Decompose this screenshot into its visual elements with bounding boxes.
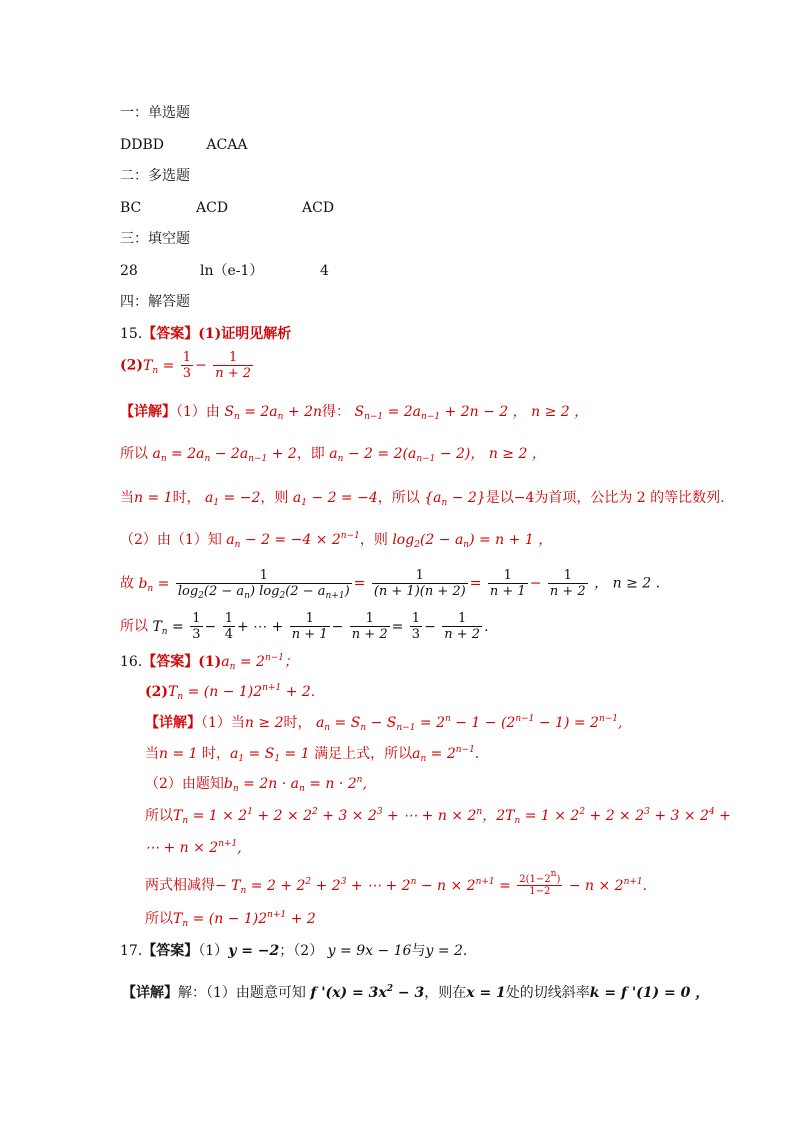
text: 解：（1）由题意可知 (178, 985, 306, 1001)
answer-group: 28 (120, 263, 138, 279)
q16-answer-line (120, 653, 298, 671)
text: 故 (120, 575, 134, 592)
formula: $a_n - 2 = -4 \times 2^{n-1}$ (226, 531, 360, 550)
formula: $a_1 = -2$ (205, 490, 261, 508)
q16-detail-line-2 (145, 745, 479, 763)
formula: n = 1 (134, 490, 173, 506)
formula: $S_n = 2a_n + 2n$ (224, 404, 323, 422)
section-title-solutions: 四：解答题 (120, 294, 190, 310)
q16-detail-line-1 (145, 714, 622, 732)
fraction: $\frac{1}{n + 1}$ (489, 568, 526, 599)
fraction: $\frac{1}{n + 2}$ (549, 568, 586, 599)
q15-detail-line-6 (120, 611, 489, 642)
q15-detail-line-4 (120, 531, 552, 549)
text: 时， (172, 490, 201, 506)
text: （2）由（1）知 (120, 532, 222, 548)
section-title-fill-blank: 三：填空题 (120, 231, 190, 247)
q16-detail-line-7 (145, 910, 316, 928)
formula: ⋯ + $n \times 2^{n+1}$, (145, 839, 242, 856)
text: 所以 (145, 911, 173, 927)
formula: $a_n = 2a_n - 2a_{n-1} + 2$ (152, 446, 297, 464)
formula: $b_n = 2n \cdot a_n = n \cdot 2^n$, (223, 775, 367, 794)
question-number: 16. (120, 654, 143, 670)
formula: $T_n = (n - 1)2^{n+1} + 2$. (168, 683, 316, 702)
answer-group: DDBD (120, 137, 164, 153)
formula: $\{a_n - 2\}$ (424, 490, 486, 508)
section-title-multi-choice: 二：多选题 (120, 168, 190, 184)
answer-tag: 【答案】 (142, 326, 199, 342)
formula: y = 2. (425, 943, 468, 959)
text: ，则 (260, 490, 289, 506)
answer-group: ACD (196, 200, 229, 216)
answer-tag: 【答案】 (142, 654, 199, 670)
formula: $S_{n-1} = 2a_{n-1} + 2n - 2$ ， n ≥ 2 ， (354, 404, 589, 422)
text: （1） (198, 943, 229, 959)
formula: ， n ≥ 2 . (594, 575, 661, 592)
detail-tag: 【详解】 (120, 404, 176, 420)
formula: $a_n - 2 = 2(a_{n-1} - 2)$， n ≥ 2 ， (329, 446, 546, 464)
formula: $T_n$ = (143, 357, 179, 376)
question-number: 17. (120, 943, 143, 959)
fraction: $\frac{1}{\log_2(2 - a_n) \log_2(2 - a_{n+1})}$ (177, 568, 350, 601)
formula: n = 1 (159, 746, 198, 762)
text: ，则 (359, 532, 388, 548)
q17-answer-line (120, 942, 467, 960)
detail-tag: 【详解】 (122, 985, 178, 1001)
q15-answer-line (120, 325, 291, 343)
q16-detail-line-5 (145, 839, 242, 857)
answer-group: ACD (302, 200, 335, 216)
q15-part2-answer: $(2)T_n$ = $\frac{1}{3}$ − $\frac{1}{n + 2}$ (120, 350, 252, 381)
answer-group: BC (120, 200, 142, 216)
formula: $a_1 = S_1 = 1$ (230, 746, 310, 764)
text: ；（2） (279, 943, 324, 959)
text: ，则在 (424, 985, 467, 1001)
answer-group: 4 (320, 263, 329, 279)
part-label: (2) (120, 357, 143, 374)
answer-group: ACAA (206, 137, 248, 153)
q16-part2-answer (145, 683, 315, 701)
text: 所以 (120, 618, 148, 635)
answer-tag: 【答案】 (142, 943, 199, 959)
text: ，即 (296, 446, 325, 462)
text: 当 (145, 746, 159, 762)
fraction: $\frac{1}{(n + 1)(n + 2)}$ (373, 568, 466, 599)
formula: y = 9x − 16 (327, 943, 412, 959)
q15-part1-answer: (1)证明见解析 (198, 326, 292, 342)
answer-group: ln（e-1） (200, 263, 264, 279)
fill-blank-answers (120, 262, 329, 280)
formula: $T_n = 1 \times 2^1 + 2 \times 2^2 + 3 \times 2^3$ + ⋯ + $n \times 2^n$，$2T_n = 1 \times 2^2 + 2 \times 2^3 + 3 \times 2^4$ + (173, 807, 731, 826)
text: ，所以 (377, 490, 420, 506)
multi-choice-answers (120, 199, 335, 217)
formula: $T_n = (n - 1)2^{n+1} + 2$ (173, 910, 316, 929)
formula: x = 1 (466, 985, 506, 1001)
text: 得： (322, 404, 351, 420)
text: 当 (120, 490, 134, 506)
text: 为首项，公比为 2 的等比数列. (534, 490, 725, 506)
question-number: 15. (120, 326, 143, 342)
formula: $a_n = 2^{n-1}$. (412, 745, 480, 764)
formula: n ≥ 2 (244, 715, 284, 731)
text: （2）由题知 (145, 776, 224, 792)
q15-detail-line-5: 故 $b_n$ = $\frac{1}{\log_2(2 - a_n) \log_2(2 - a_{n+1})}$ = $\frac{1}{(n + 1)(n + 2)}$ = $\frac{1}{n + 1}$ − $\frac{1}{n + 2}$ ， n ≥ 2 . (120, 568, 661, 601)
text: 时， (283, 715, 312, 731)
q15-detail-line-3 (120, 489, 725, 507)
part-label: (1) (198, 654, 222, 670)
section-title-single-choice: 一：单选题 (120, 105, 190, 121)
text: 所以 (120, 446, 148, 462)
q16-detail-line-6 (145, 869, 648, 897)
formula: $a_n = 2^{n-1}$； (221, 653, 299, 672)
q16-detail-line-4 (145, 807, 731, 825)
fraction: $\frac{1}{n + 2}$ (215, 350, 252, 381)
text: 时， (197, 746, 231, 762)
single-choice-answers (120, 136, 247, 154)
formula: $b_n$ = (138, 575, 174, 594)
fraction: $\frac{1}{3}$ (182, 350, 192, 381)
formula: y = −2 (228, 943, 280, 959)
formula: f '$(x) = 3x^2 - 3$ (310, 984, 425, 1001)
text: （1）由 (176, 404, 220, 420)
formula: $a_n = S_n - S_{n-1} = 2^n - 1 - (2^{n-1} - 1) = 2^{n-1}$, (315, 714, 623, 733)
text: 与 (411, 943, 426, 959)
text: 处的切线斜率 (505, 985, 590, 1001)
q15-detail-line-1 (120, 403, 588, 421)
formula: −4 (513, 490, 535, 506)
formula: $a_1 - 2 = -4$ (292, 490, 378, 508)
text: （1）当 (201, 715, 245, 731)
part-label: (2) (145, 684, 168, 700)
formula: $\frac{1}{3}$ − $\frac{1}{4}$ + ⋯ + $\frac{1}{n + 1}$ − $\frac{1}{n + 2}$ = $\frac{1}{3}$ − $\frac{1}{n + 2}$ . (192, 611, 489, 642)
formula: $\log_2(2 - a_n) = n + 1$ ， (392, 532, 553, 550)
formula: $T_n$ = (152, 618, 184, 637)
detail-tag: 【详解】 (145, 715, 201, 731)
formula: − $n \times 2^{n+1}$. (568, 876, 648, 894)
text: 两式相减得 (145, 877, 215, 894)
fraction: $\frac{2(1-2^n)}{1-2}$ (519, 869, 561, 897)
text: 所以 (145, 808, 173, 824)
q15-detail-line-2 (120, 445, 546, 463)
q17-detail-line-1 (122, 984, 709, 1002)
formula: k = f '(1) = 0 ， (589, 985, 710, 1001)
text: 满足上式，所以 (309, 746, 413, 762)
text: 是以 (485, 490, 514, 506)
q16-detail-line-3 (145, 775, 367, 793)
formula: − $T_n = 2 + 2^2 + 2^3$ + ⋯ + $2^n - n \times 2^{n+1}$ = (215, 876, 511, 896)
